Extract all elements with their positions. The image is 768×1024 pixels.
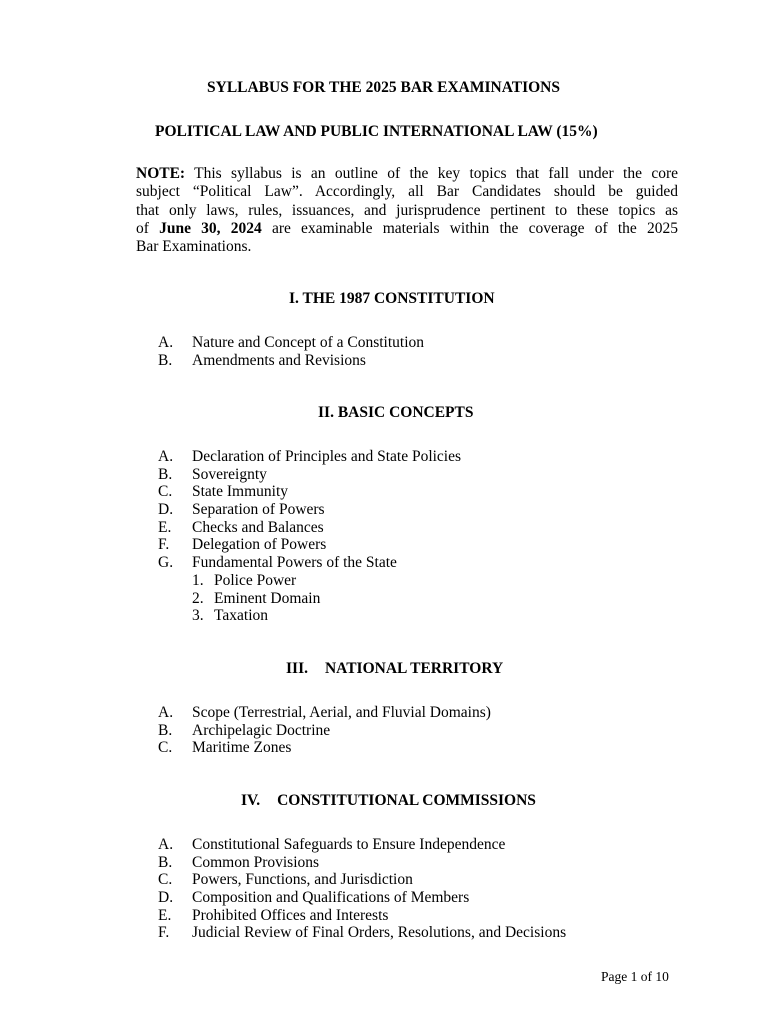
list-item: B. Sovereignty <box>158 465 267 483</box>
note-line-4 <box>136 220 678 238</box>
list-item: B. Archipelagic Doctrine <box>158 721 331 739</box>
list-item: B. Amendments and Revisions <box>158 351 366 369</box>
list-item: C. Maritime Zones <box>158 739 292 757</box>
list-item: G. Fundamental Powers of the State <box>158 554 397 572</box>
note-line-4-prefix: of <box>136 219 160 237</box>
section-heading-3-num: III. <box>286 660 308 677</box>
list-item: C. State Immunity <box>158 483 289 501</box>
list-item: A. Nature and Concept of a Constitution <box>158 334 425 351</box>
list-item: E. Prohibited Offices and Interests <box>158 906 389 924</box>
note-line-4-suffix: are examinable materials within the coverage of the 2025 <box>261 219 678 237</box>
section-heading-2: II. BASIC CONCEPTS <box>318 404 474 421</box>
list-item: F. Delegation of Powers <box>158 536 327 554</box>
section-heading-4 <box>241 792 536 810</box>
note-line-5: Bar Examinations. <box>136 238 252 256</box>
section-1-list <box>158 334 424 369</box>
section-heading-3 <box>286 660 503 678</box>
sub-list-item: 2. Eminent Domain <box>192 589 321 607</box>
list-item: A. Constitutional Safeguards to Ensure Independence <box>158 836 506 853</box>
section-heading-1: I. THE 1987 CONSTITUTION <box>289 290 495 307</box>
section-heading-4-text: CONSTITUTIONAL COMMISSIONS <box>277 792 536 809</box>
list-item: E. Checks and Balances <box>158 518 324 536</box>
section-heading-4-num: IV. <box>241 792 261 809</box>
page-number: Page 1 of 10 <box>601 969 669 984</box>
note-paragraph <box>136 165 678 256</box>
note-label: NOTE: <box>136 165 186 182</box>
note-line-1-text: This syllabus is an outline of the key topics that fall under the core <box>185 165 678 182</box>
section-3-list <box>158 704 491 757</box>
document-title: SYLLABUS FOR THE 2025 BAR EXAMINATIONS <box>207 79 560 96</box>
sub-list-item: 1. Police Power <box>192 571 297 589</box>
section-4-list <box>158 836 566 942</box>
list-item: B. Common Provisions <box>158 853 320 871</box>
note-line-2: subject “Political Law”. Accordingly, all Bar Candidates should be guided <box>136 183 678 201</box>
list-item: D. Composition and Qualifications of Members <box>158 889 470 907</box>
section-2-list <box>158 448 461 625</box>
note-line-3: that only laws, rules, issuances, and jurisprudence pertinent to these topics as <box>136 201 678 219</box>
subject-title: POLITICAL LAW AND PUBLIC INTERNATIONAL LAW (15%) <box>155 123 598 140</box>
note-line-1 <box>136 165 678 183</box>
section-heading-3-text: NATIONAL TERRITORY <box>324 660 504 677</box>
list-item: A. Declaration of Principles and State Policies <box>158 448 462 465</box>
list-item: D. Separation of Powers <box>158 501 325 519</box>
list-item: F. Judicial Review of Final Orders, Resolutions, and Decisions <box>158 924 567 942</box>
note-date: June 30, 2024 <box>159 219 262 237</box>
list-item: A. Scope (Terrestrial, Aerial, and Fluvial Domains) <box>158 704 491 721</box>
sub-list-item: 3. Taxation <box>192 607 269 625</box>
list-item: C. Powers, Functions, and Jurisdiction <box>158 871 413 889</box>
